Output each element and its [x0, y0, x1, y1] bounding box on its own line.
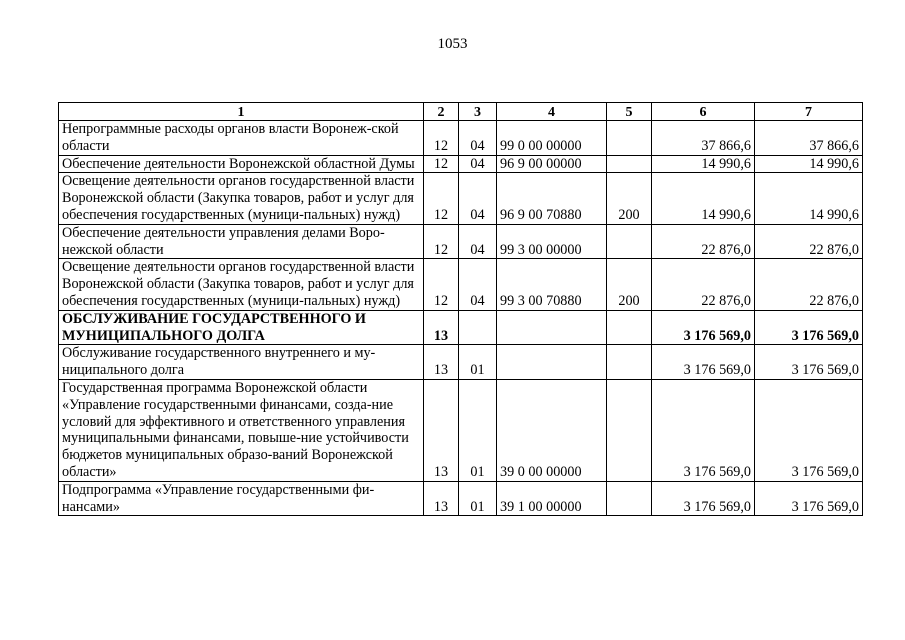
- cell-subsection: [459, 310, 497, 345]
- page-number: 1053: [437, 36, 468, 52]
- cell-amount-2: 37 866,6: [755, 121, 863, 156]
- cell-amount-1: 37 866,6: [652, 121, 755, 156]
- cell-amount-2: 22 876,0: [755, 259, 863, 310]
- cell-expense-type: [607, 345, 652, 380]
- cell-subsection: 04: [459, 121, 497, 156]
- table-row: [59, 379, 863, 481]
- cell-expense-type: [607, 310, 652, 345]
- cell-section: 12: [424, 173, 459, 224]
- cell-expense-type: [607, 379, 652, 481]
- cell-section: 13: [424, 481, 459, 516]
- cell-section: 13: [424, 345, 459, 380]
- cell-amount-1: 14 990,6: [652, 155, 755, 173]
- cell-section: 13: [424, 379, 459, 481]
- cell-expense-type: [607, 224, 652, 259]
- row-description: Обеспечение деятельности управления делами Воро-нежской области: [59, 224, 424, 259]
- table-row: [59, 224, 863, 259]
- cell-amount-2: 3 176 569,0: [755, 310, 863, 345]
- cell-target-article: 99 3 00 70880: [497, 259, 607, 310]
- cell-target-article: 96 9 00 00000: [497, 155, 607, 173]
- cell-expense-type: 200: [607, 173, 652, 224]
- cell-amount-1: 14 990,6: [652, 173, 755, 224]
- cell-amount-2: 14 990,6: [755, 155, 863, 173]
- column-header: 4: [497, 103, 607, 121]
- cell-section: 12: [424, 259, 459, 310]
- header-row: [59, 103, 863, 121]
- budget-table: [58, 102, 863, 516]
- cell-amount-1: 3 176 569,0: [652, 345, 755, 380]
- cell-expense-type: [607, 155, 652, 173]
- cell-target-article: 39 0 00 00000: [497, 379, 607, 481]
- table-row: [59, 259, 863, 310]
- cell-section: 12: [424, 155, 459, 173]
- cell-subsection: 04: [459, 224, 497, 259]
- cell-amount-1: 3 176 569,0: [652, 379, 755, 481]
- cell-amount-2: 22 876,0: [755, 224, 863, 259]
- table-row: [59, 345, 863, 380]
- column-header: 7: [755, 103, 863, 121]
- row-description: Освещение деятельности органов государственной власти Воронежской области (Закупка товаров, работ и услуг для обеспечения государственных (муници-пальных) нужд): [59, 259, 424, 310]
- cell-subsection: 01: [459, 481, 497, 516]
- table-row: [59, 173, 863, 224]
- cell-amount-1: 22 876,0: [652, 224, 755, 259]
- row-description: Освещение деятельности органов государственной власти Воронежской области (Закупка товаров, работ и услуг для обеспечения государственных (муници-пальных) нужд): [59, 173, 424, 224]
- column-header: 1: [59, 103, 424, 121]
- cell-expense-type: [607, 481, 652, 516]
- cell-subsection: 04: [459, 173, 497, 224]
- cell-subsection: 04: [459, 155, 497, 173]
- cell-section: 12: [424, 224, 459, 259]
- cell-subsection: 01: [459, 379, 497, 481]
- column-header: 6: [652, 103, 755, 121]
- cell-amount-2: 3 176 569,0: [755, 345, 863, 380]
- table-row: [59, 481, 863, 516]
- table-row: [59, 155, 863, 173]
- cell-section: 12: [424, 121, 459, 156]
- cell-amount-2: 14 990,6: [755, 173, 863, 224]
- cell-target-article: 96 9 00 70880: [497, 173, 607, 224]
- row-description: ОБСЛУЖИВАНИЕ ГОСУДАРСТВЕННОГО И МУНИЦИПАЛЬНОГО ДОЛГА: [59, 310, 424, 345]
- cell-subsection: 04: [459, 259, 497, 310]
- cell-amount-2: 3 176 569,0: [755, 379, 863, 481]
- row-description: Обслуживание государственного внутреннего и му-ниципального долга: [59, 345, 424, 380]
- table-row: [59, 121, 863, 156]
- row-description: Подпрограмма «Управление государственными фи-нансами»: [59, 481, 424, 516]
- table-row: [59, 310, 863, 345]
- row-description: Обеспечение деятельности Воронежской областной Думы: [59, 155, 424, 173]
- cell-target-article: 99 3 00 00000: [497, 224, 607, 259]
- cell-subsection: 01: [459, 345, 497, 380]
- cell-section: 13: [424, 310, 459, 345]
- cell-amount-1: 3 176 569,0: [652, 310, 755, 345]
- cell-amount-2: 3 176 569,0: [755, 481, 863, 516]
- cell-target-article: 39 1 00 00000: [497, 481, 607, 516]
- column-header: 2: [424, 103, 459, 121]
- cell-target-article: [497, 345, 607, 380]
- row-description: Государственная программа Воронежской области «Управление государственными финансами, созда-ние условий для эффективного и ответственного управления муниципальными финансами, повыше-ние устойчивости бюджетов муниципальных образо-ваний Воронежской области»: [59, 379, 424, 481]
- cell-expense-type: [607, 121, 652, 156]
- cell-expense-type: 200: [607, 259, 652, 310]
- cell-target-article: 99 0 00 00000: [497, 121, 607, 156]
- cell-target-article: [497, 310, 607, 345]
- row-description: Непрограммные расходы органов власти Воронеж-ской области: [59, 121, 424, 156]
- cell-amount-1: 3 176 569,0: [652, 481, 755, 516]
- column-header: 3: [459, 103, 497, 121]
- column-header: 5: [607, 103, 652, 121]
- cell-amount-1: 22 876,0: [652, 259, 755, 310]
